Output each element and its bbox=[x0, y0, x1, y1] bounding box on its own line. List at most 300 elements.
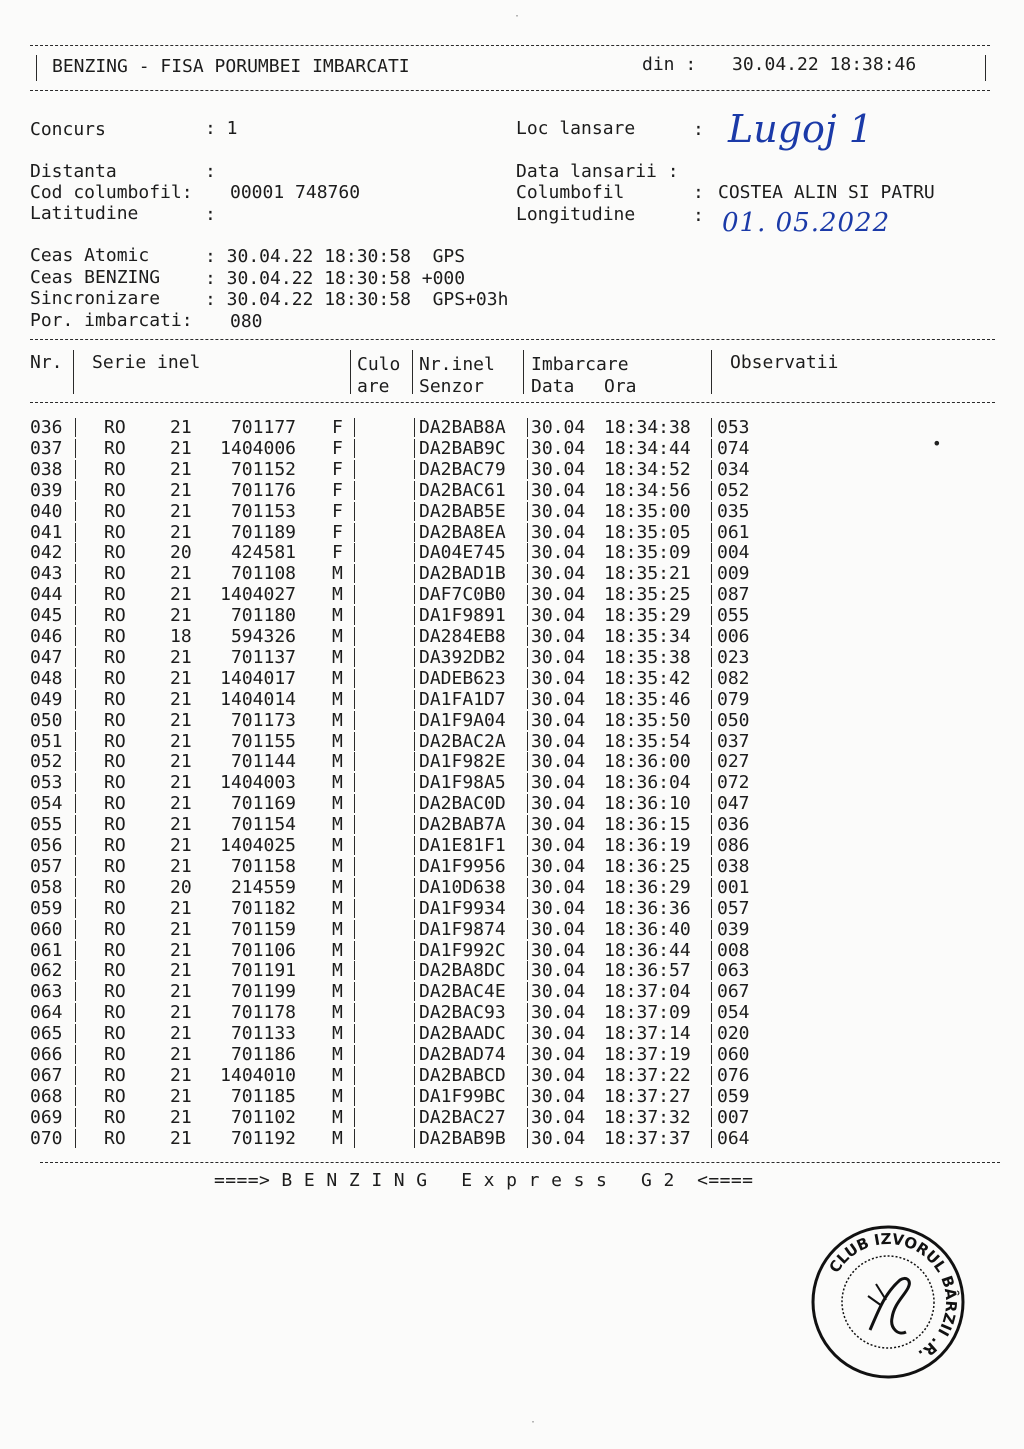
cell-nr: 050 bbox=[30, 709, 63, 731]
row-divider-nr bbox=[75, 627, 76, 646]
row-divider-color bbox=[414, 961, 415, 980]
row-divider-color bbox=[414, 606, 415, 625]
col-data: Data bbox=[531, 376, 575, 397]
row-divider-sex bbox=[354, 606, 355, 625]
cell-sex: M bbox=[332, 688, 343, 710]
cell-observatii: 034 bbox=[717, 458, 750, 480]
cell-time: 18:36:36 bbox=[604, 897, 691, 919]
table-row bbox=[0, 751, 1024, 772]
por-imbarcati-label: Por. imbarcati: bbox=[30, 310, 193, 331]
cell-sensor: DA2BABCD bbox=[419, 1064, 506, 1086]
table-row bbox=[0, 960, 1024, 981]
cell-date: 30.04 bbox=[531, 542, 586, 564]
cell-observatii: 057 bbox=[717, 897, 750, 919]
cod-columbofil-value: 00001 748760 bbox=[230, 182, 361, 203]
row-divider-sensor bbox=[527, 1087, 528, 1106]
row-divider-sensor bbox=[527, 690, 528, 709]
cell-sex: M bbox=[332, 835, 343, 856]
row-divider-time bbox=[711, 1066, 712, 1085]
cell-date: 30.04 bbox=[531, 730, 586, 752]
row-divider-nr bbox=[75, 836, 76, 855]
cell-time: 18:35:42 bbox=[604, 667, 691, 689]
row-divider-time bbox=[711, 773, 712, 792]
cell-date: 30.04 bbox=[531, 960, 586, 982]
cell-date: 30.04 bbox=[531, 918, 586, 940]
cell-date: 30.04 bbox=[531, 814, 586, 836]
cell-observatii: 009 bbox=[717, 563, 750, 585]
cell-year: 21 bbox=[170, 458, 192, 480]
cell-ring: 701159 bbox=[230, 918, 296, 940]
cell-sex: M bbox=[332, 730, 343, 752]
cell-country: RO bbox=[104, 542, 126, 564]
cell-ring: 701173 bbox=[230, 709, 296, 731]
row-divider-nr bbox=[75, 920, 76, 939]
row-divider-nr bbox=[75, 1087, 76, 1106]
cell-ring: 1404010 bbox=[220, 1064, 296, 1086]
row-divider-time bbox=[711, 1108, 712, 1127]
header-top-rule bbox=[30, 45, 990, 46]
cell-nr: 064 bbox=[30, 1002, 63, 1024]
cell-country: RO bbox=[104, 1044, 126, 1065]
columbofil-value: COSTEA ALIN SI PATRU bbox=[718, 182, 935, 203]
cell-sex: M bbox=[332, 626, 343, 647]
cell-country: RO bbox=[104, 1106, 126, 1128]
row-divider-time bbox=[711, 627, 712, 646]
cell-ring: 701191 bbox=[230, 960, 296, 982]
cell-ring: 701155 bbox=[230, 730, 296, 752]
cell-date: 30.04 bbox=[531, 835, 586, 856]
row-divider-time bbox=[711, 1129, 712, 1148]
cell-sex: M bbox=[332, 918, 343, 940]
cell-time: 18:36:04 bbox=[604, 772, 691, 794]
cell-year: 21 bbox=[170, 563, 192, 585]
table-row bbox=[0, 1107, 1024, 1128]
club-stamp bbox=[808, 1222, 968, 1382]
cell-sensor: DA04E745 bbox=[419, 542, 506, 564]
row-divider-sex bbox=[354, 585, 355, 604]
cell-time: 18:35:09 bbox=[604, 542, 691, 564]
cell-sensor: DA2BA8DC bbox=[419, 960, 506, 982]
cell-observatii: 039 bbox=[717, 918, 750, 940]
row-divider-sensor bbox=[527, 669, 528, 688]
cell-observatii: 037 bbox=[717, 730, 750, 752]
row-divider-sensor bbox=[527, 1045, 528, 1064]
cell-time: 18:35:21 bbox=[604, 563, 691, 585]
cell-observatii: 072 bbox=[717, 772, 750, 794]
row-divider-sensor bbox=[527, 982, 528, 1001]
cell-nr: 061 bbox=[30, 939, 63, 961]
cell-sensor: DADEB623 bbox=[419, 667, 506, 689]
cell-observatii: 052 bbox=[717, 479, 750, 501]
cell-sex: M bbox=[332, 1002, 343, 1024]
row-divider-color bbox=[414, 982, 415, 1001]
cell-sensor: DA2BAD74 bbox=[419, 1044, 506, 1065]
col-divider-2 bbox=[350, 350, 351, 394]
table-row bbox=[0, 835, 1024, 856]
loc-lansare-handwritten: Lugoj 1 bbox=[728, 107, 873, 151]
cell-nr: 045 bbox=[30, 605, 63, 627]
cell-time: 18:35:29 bbox=[604, 605, 691, 627]
cell-observatii: 082 bbox=[717, 667, 750, 689]
cell-nr: 042 bbox=[30, 542, 63, 564]
table-bottom-rule bbox=[40, 1162, 1000, 1163]
cell-observatii: 067 bbox=[717, 981, 750, 1003]
row-divider-sex bbox=[354, 815, 355, 834]
cell-sensor: DA2BAB9B bbox=[419, 1127, 506, 1149]
cell-date: 30.04 bbox=[531, 981, 586, 1003]
row-divider-color bbox=[414, 1003, 415, 1022]
cell-nr: 055 bbox=[30, 814, 63, 836]
table-row bbox=[0, 689, 1024, 710]
cell-time: 18:35:05 bbox=[604, 521, 691, 543]
concurs-label: Concurs bbox=[30, 119, 106, 140]
cell-nr: 056 bbox=[30, 835, 63, 856]
cell-nr: 051 bbox=[30, 730, 63, 752]
col-divider-5 bbox=[711, 350, 712, 394]
cell-sex: M bbox=[332, 584, 343, 606]
row-divider-sensor bbox=[527, 1129, 528, 1148]
row-divider-sex bbox=[354, 752, 355, 771]
cell-sex: M bbox=[332, 563, 343, 585]
cell-ring: 701169 bbox=[230, 793, 296, 815]
cell-sex: M bbox=[332, 646, 343, 668]
cell-sex: M bbox=[332, 897, 343, 919]
row-divider-color bbox=[414, 732, 415, 751]
cell-time: 18:37:22 bbox=[604, 1064, 691, 1086]
cell-date: 30.04 bbox=[531, 1085, 586, 1107]
cell-date: 30.04 bbox=[531, 479, 586, 501]
cell-date: 30.04 bbox=[531, 500, 586, 522]
cell-country: RO bbox=[104, 1127, 126, 1149]
cell-time: 18:36:44 bbox=[604, 939, 691, 961]
cell-year: 21 bbox=[170, 1044, 192, 1065]
handwritten-release-date: 01. 05.2022 bbox=[722, 208, 891, 238]
cell-sensor: DA284EB8 bbox=[419, 626, 506, 647]
sincronizare-value: : 30.04.22 18:30:58 GPS+03h bbox=[205, 289, 509, 310]
cell-time: 18:37:19 bbox=[604, 1044, 691, 1065]
cell-ring: 701158 bbox=[230, 855, 296, 877]
cell-observatii: 007 bbox=[717, 1106, 750, 1128]
row-divider-nr bbox=[75, 711, 76, 730]
cell-sensor: DA1F9891 bbox=[419, 605, 506, 627]
cell-country: RO bbox=[104, 605, 126, 627]
row-divider-time bbox=[711, 585, 712, 604]
table-row bbox=[0, 856, 1024, 877]
table-row bbox=[0, 563, 1024, 584]
row-divider-color bbox=[414, 1087, 415, 1106]
row-divider-color bbox=[414, 543, 415, 562]
cell-country: RO bbox=[104, 730, 126, 752]
cell-sex: F bbox=[332, 500, 343, 522]
row-divider-time bbox=[711, 1024, 712, 1043]
cell-sensor: DA1F98A5 bbox=[419, 772, 506, 794]
row-divider-nr bbox=[75, 669, 76, 688]
row-divider-sex bbox=[354, 439, 355, 458]
cell-nr: 036 bbox=[30, 417, 63, 438]
col-imbarcare: Imbarcare bbox=[531, 354, 629, 375]
col-divider-4 bbox=[523, 350, 524, 394]
table-row bbox=[0, 434, 1024, 459]
cell-nr: 047 bbox=[30, 646, 63, 668]
cell-country: RO bbox=[104, 981, 126, 1003]
cell-year: 18 bbox=[170, 626, 192, 647]
table-row bbox=[0, 605, 1024, 626]
cell-ring: 701180 bbox=[230, 605, 296, 627]
cell-date: 30.04 bbox=[531, 793, 586, 815]
cell-time: 18:35:54 bbox=[604, 730, 691, 752]
row-divider-nr bbox=[75, 815, 76, 834]
cell-country: RO bbox=[104, 437, 126, 459]
cell-country: RO bbox=[104, 960, 126, 982]
cell-date: 30.04 bbox=[531, 939, 586, 961]
document-title: BENZING - FISA PORUMBEI IMBARCATI bbox=[52, 56, 410, 77]
cell-nr: 058 bbox=[30, 876, 63, 898]
row-divider-sex bbox=[354, 920, 355, 939]
row-divider-color bbox=[414, 523, 415, 542]
row-divider-sex bbox=[354, 1108, 355, 1127]
cell-date: 30.04 bbox=[531, 605, 586, 627]
cell-date: 30.04 bbox=[531, 688, 586, 710]
row-divider-color bbox=[414, 1024, 415, 1043]
cell-time: 18:35:46 bbox=[604, 688, 691, 710]
cell-date: 30.04 bbox=[531, 584, 586, 606]
cell-sensor: DA10D638 bbox=[419, 876, 506, 898]
row-divider-sensor bbox=[527, 543, 528, 562]
cell-year: 21 bbox=[170, 479, 192, 501]
cell-sex: M bbox=[332, 1064, 343, 1086]
row-divider-nr bbox=[75, 606, 76, 625]
cell-country: RO bbox=[104, 479, 126, 501]
row-divider-nr bbox=[75, 1108, 76, 1127]
row-divider-sensor bbox=[527, 648, 528, 667]
cell-nr: 068 bbox=[30, 1085, 63, 1107]
cell-nr: 044 bbox=[30, 584, 63, 606]
cell-ring: 1404003 bbox=[220, 772, 296, 794]
row-divider-time bbox=[711, 481, 712, 500]
cell-country: RO bbox=[104, 1023, 126, 1045]
cell-ring: 1404025 bbox=[220, 835, 296, 856]
row-divider-sex bbox=[354, 961, 355, 980]
cell-sex: M bbox=[332, 939, 343, 961]
cell-year: 21 bbox=[170, 772, 192, 794]
header-left-border bbox=[36, 55, 37, 81]
cell-year: 21 bbox=[170, 646, 192, 668]
row-divider-nr bbox=[75, 523, 76, 542]
cell-sex: M bbox=[332, 981, 343, 1003]
col-divider-3 bbox=[412, 350, 413, 394]
cell-observatii: 008 bbox=[717, 939, 750, 961]
row-divider-sex bbox=[354, 564, 355, 583]
stamp-text: CLUB IZVORUL BÂRZII .R. bbox=[825, 1229, 961, 1364]
cell-sensor: DA1FA1D7 bbox=[419, 688, 506, 710]
cell-ring: 701199 bbox=[230, 981, 296, 1003]
columbofil-sep: : bbox=[693, 182, 704, 203]
cell-year: 21 bbox=[170, 437, 192, 459]
cell-year: 21 bbox=[170, 939, 192, 961]
cell-country: RO bbox=[104, 1064, 126, 1086]
table-row bbox=[0, 1065, 1024, 1086]
row-divider-color bbox=[414, 1045, 415, 1064]
row-divider-sex bbox=[354, 669, 355, 688]
cell-sensor: DA2BAC27 bbox=[419, 1106, 506, 1128]
scan-speck-top: · bbox=[514, 11, 521, 22]
cell-sex: M bbox=[332, 772, 343, 794]
row-divider-sensor bbox=[527, 523, 528, 542]
cell-year: 21 bbox=[170, 521, 192, 543]
latitudine-label: Latitudine bbox=[30, 203, 139, 224]
cell-year: 21 bbox=[170, 1085, 192, 1107]
stamp-bird-icon bbox=[870, 1278, 909, 1333]
cell-observatii: 087 bbox=[717, 584, 750, 606]
cell-country: RO bbox=[104, 876, 126, 898]
cell-sex: M bbox=[332, 751, 343, 773]
row-divider-sensor bbox=[527, 585, 528, 604]
cell-date: 30.04 bbox=[531, 1064, 586, 1086]
cell-time: 18:36:29 bbox=[604, 876, 691, 898]
cell-sensor: DA2BAB8A bbox=[419, 417, 506, 438]
cell-time: 18:35:25 bbox=[604, 584, 691, 606]
data-lansarii-label: Data lansarii : bbox=[516, 161, 679, 182]
row-divider-sex bbox=[354, 543, 355, 562]
table-row bbox=[0, 459, 1024, 480]
row-divider-color bbox=[414, 920, 415, 939]
cell-nr: 043 bbox=[30, 563, 63, 585]
row-divider-time bbox=[711, 669, 712, 688]
cell-ring: 701133 bbox=[230, 1023, 296, 1045]
cell-observatii: 064 bbox=[717, 1127, 750, 1149]
cell-observatii: 001 bbox=[717, 876, 750, 898]
col-nr-inel: Nr.inel bbox=[419, 354, 495, 375]
cell-nr: 065 bbox=[30, 1023, 63, 1045]
cell-sex: F bbox=[332, 417, 343, 438]
cell-year: 21 bbox=[170, 981, 192, 1003]
cell-nr: 062 bbox=[30, 960, 63, 982]
cell-ring: 701192 bbox=[230, 1127, 296, 1149]
cell-country: RO bbox=[104, 646, 126, 668]
ceas-atomic-value: : 30.04.22 18:30:58 GPS bbox=[205, 246, 466, 267]
row-divider-nr bbox=[75, 1066, 76, 1085]
row-divider-time bbox=[711, 564, 712, 583]
header-bottom-rule bbox=[30, 90, 990, 91]
row-divider-sensor bbox=[527, 418, 528, 437]
table-row bbox=[0, 981, 1024, 1002]
cell-sex: M bbox=[332, 1085, 343, 1107]
cell-year: 21 bbox=[170, 855, 192, 877]
row-divider-color bbox=[414, 1108, 415, 1127]
row-divider-sensor bbox=[527, 1108, 528, 1127]
row-divider-color bbox=[414, 878, 415, 897]
cell-ring: 701176 bbox=[230, 479, 296, 501]
cell-date: 30.04 bbox=[531, 897, 586, 919]
row-divider-nr bbox=[75, 1129, 76, 1148]
cell-year: 21 bbox=[170, 584, 192, 606]
cell-time: 18:36:19 bbox=[604, 835, 691, 856]
cell-sensor: DA1F982E bbox=[419, 751, 506, 773]
row-divider-sex bbox=[354, 732, 355, 751]
cell-country: RO bbox=[104, 855, 126, 877]
cell-country: RO bbox=[104, 835, 126, 856]
row-divider-time bbox=[711, 752, 712, 771]
row-divider-time bbox=[711, 1087, 712, 1106]
cell-ring: 701102 bbox=[230, 1106, 296, 1128]
cell-ring: 701144 bbox=[230, 751, 296, 773]
row-divider-time bbox=[711, 941, 712, 960]
row-divider-sex bbox=[354, 502, 355, 521]
row-divider-sex bbox=[354, 418, 355, 437]
cell-sensor: DA1F9956 bbox=[419, 855, 506, 877]
cell-nr: 067 bbox=[30, 1064, 63, 1086]
table-row bbox=[0, 919, 1024, 940]
row-divider-nr bbox=[75, 857, 76, 876]
cell-sex: M bbox=[332, 1044, 343, 1065]
row-divider-sex bbox=[354, 941, 355, 960]
table-row bbox=[0, 417, 1024, 438]
cell-country: RO bbox=[104, 918, 126, 940]
cell-sensor: DA2BAC2A bbox=[419, 730, 506, 752]
row-divider-color bbox=[414, 857, 415, 876]
col-ora: Ora bbox=[604, 376, 637, 397]
row-divider-sensor bbox=[527, 773, 528, 792]
row-divider-sex bbox=[354, 711, 355, 730]
table-row bbox=[0, 898, 1024, 919]
cell-sex: M bbox=[332, 960, 343, 982]
table-row bbox=[0, 793, 1024, 814]
cell-date: 30.04 bbox=[531, 751, 586, 773]
row-divider-time bbox=[711, 648, 712, 667]
cell-ring: 701106 bbox=[230, 939, 296, 961]
cell-date: 30.04 bbox=[531, 1106, 586, 1128]
cell-date: 30.04 bbox=[531, 1127, 586, 1149]
row-divider-sensor bbox=[527, 920, 528, 939]
cell-sensor: DA2BAC61 bbox=[419, 479, 506, 501]
cell-ring: 701137 bbox=[230, 646, 296, 668]
table-row bbox=[0, 626, 1024, 647]
row-divider-time bbox=[711, 836, 712, 855]
cell-country: RO bbox=[104, 584, 126, 606]
table-row bbox=[0, 542, 1024, 563]
concurs-value: : 1 bbox=[205, 118, 238, 139]
cell-time: 18:36:40 bbox=[604, 918, 691, 940]
row-divider-sex bbox=[354, 690, 355, 709]
row-divider-sex bbox=[354, 460, 355, 479]
cell-nr: 059 bbox=[30, 897, 63, 919]
cell-year: 21 bbox=[170, 667, 192, 689]
cell-nr: 038 bbox=[30, 458, 63, 480]
cell-observatii: 061 bbox=[717, 521, 750, 543]
table-header-top-rule bbox=[30, 339, 995, 340]
row-divider-sex bbox=[354, 1024, 355, 1043]
table-row bbox=[0, 668, 1024, 689]
table-row bbox=[0, 710, 1024, 731]
table-row bbox=[0, 772, 1024, 793]
row-divider-color bbox=[414, 648, 415, 667]
cell-sensor: DA1F9934 bbox=[419, 897, 506, 919]
cell-observatii: 060 bbox=[717, 1044, 750, 1065]
cell-time: 18:37:14 bbox=[604, 1023, 691, 1045]
ceas-benzing-label: Ceas BENZING bbox=[30, 267, 161, 288]
loc-lansare-label: Loc lansare bbox=[516, 118, 636, 139]
table-row bbox=[0, 522, 1024, 543]
row-divider-color bbox=[414, 836, 415, 855]
row-divider-color bbox=[414, 1129, 415, 1148]
cell-date: 30.04 bbox=[531, 458, 586, 480]
row-divider-sensor bbox=[527, 606, 528, 625]
cell-nr: 063 bbox=[30, 981, 63, 1003]
row-divider-sensor bbox=[527, 732, 528, 751]
cell-date: 30.04 bbox=[531, 709, 586, 731]
row-divider-color bbox=[414, 669, 415, 688]
cell-nr: 048 bbox=[30, 667, 63, 689]
